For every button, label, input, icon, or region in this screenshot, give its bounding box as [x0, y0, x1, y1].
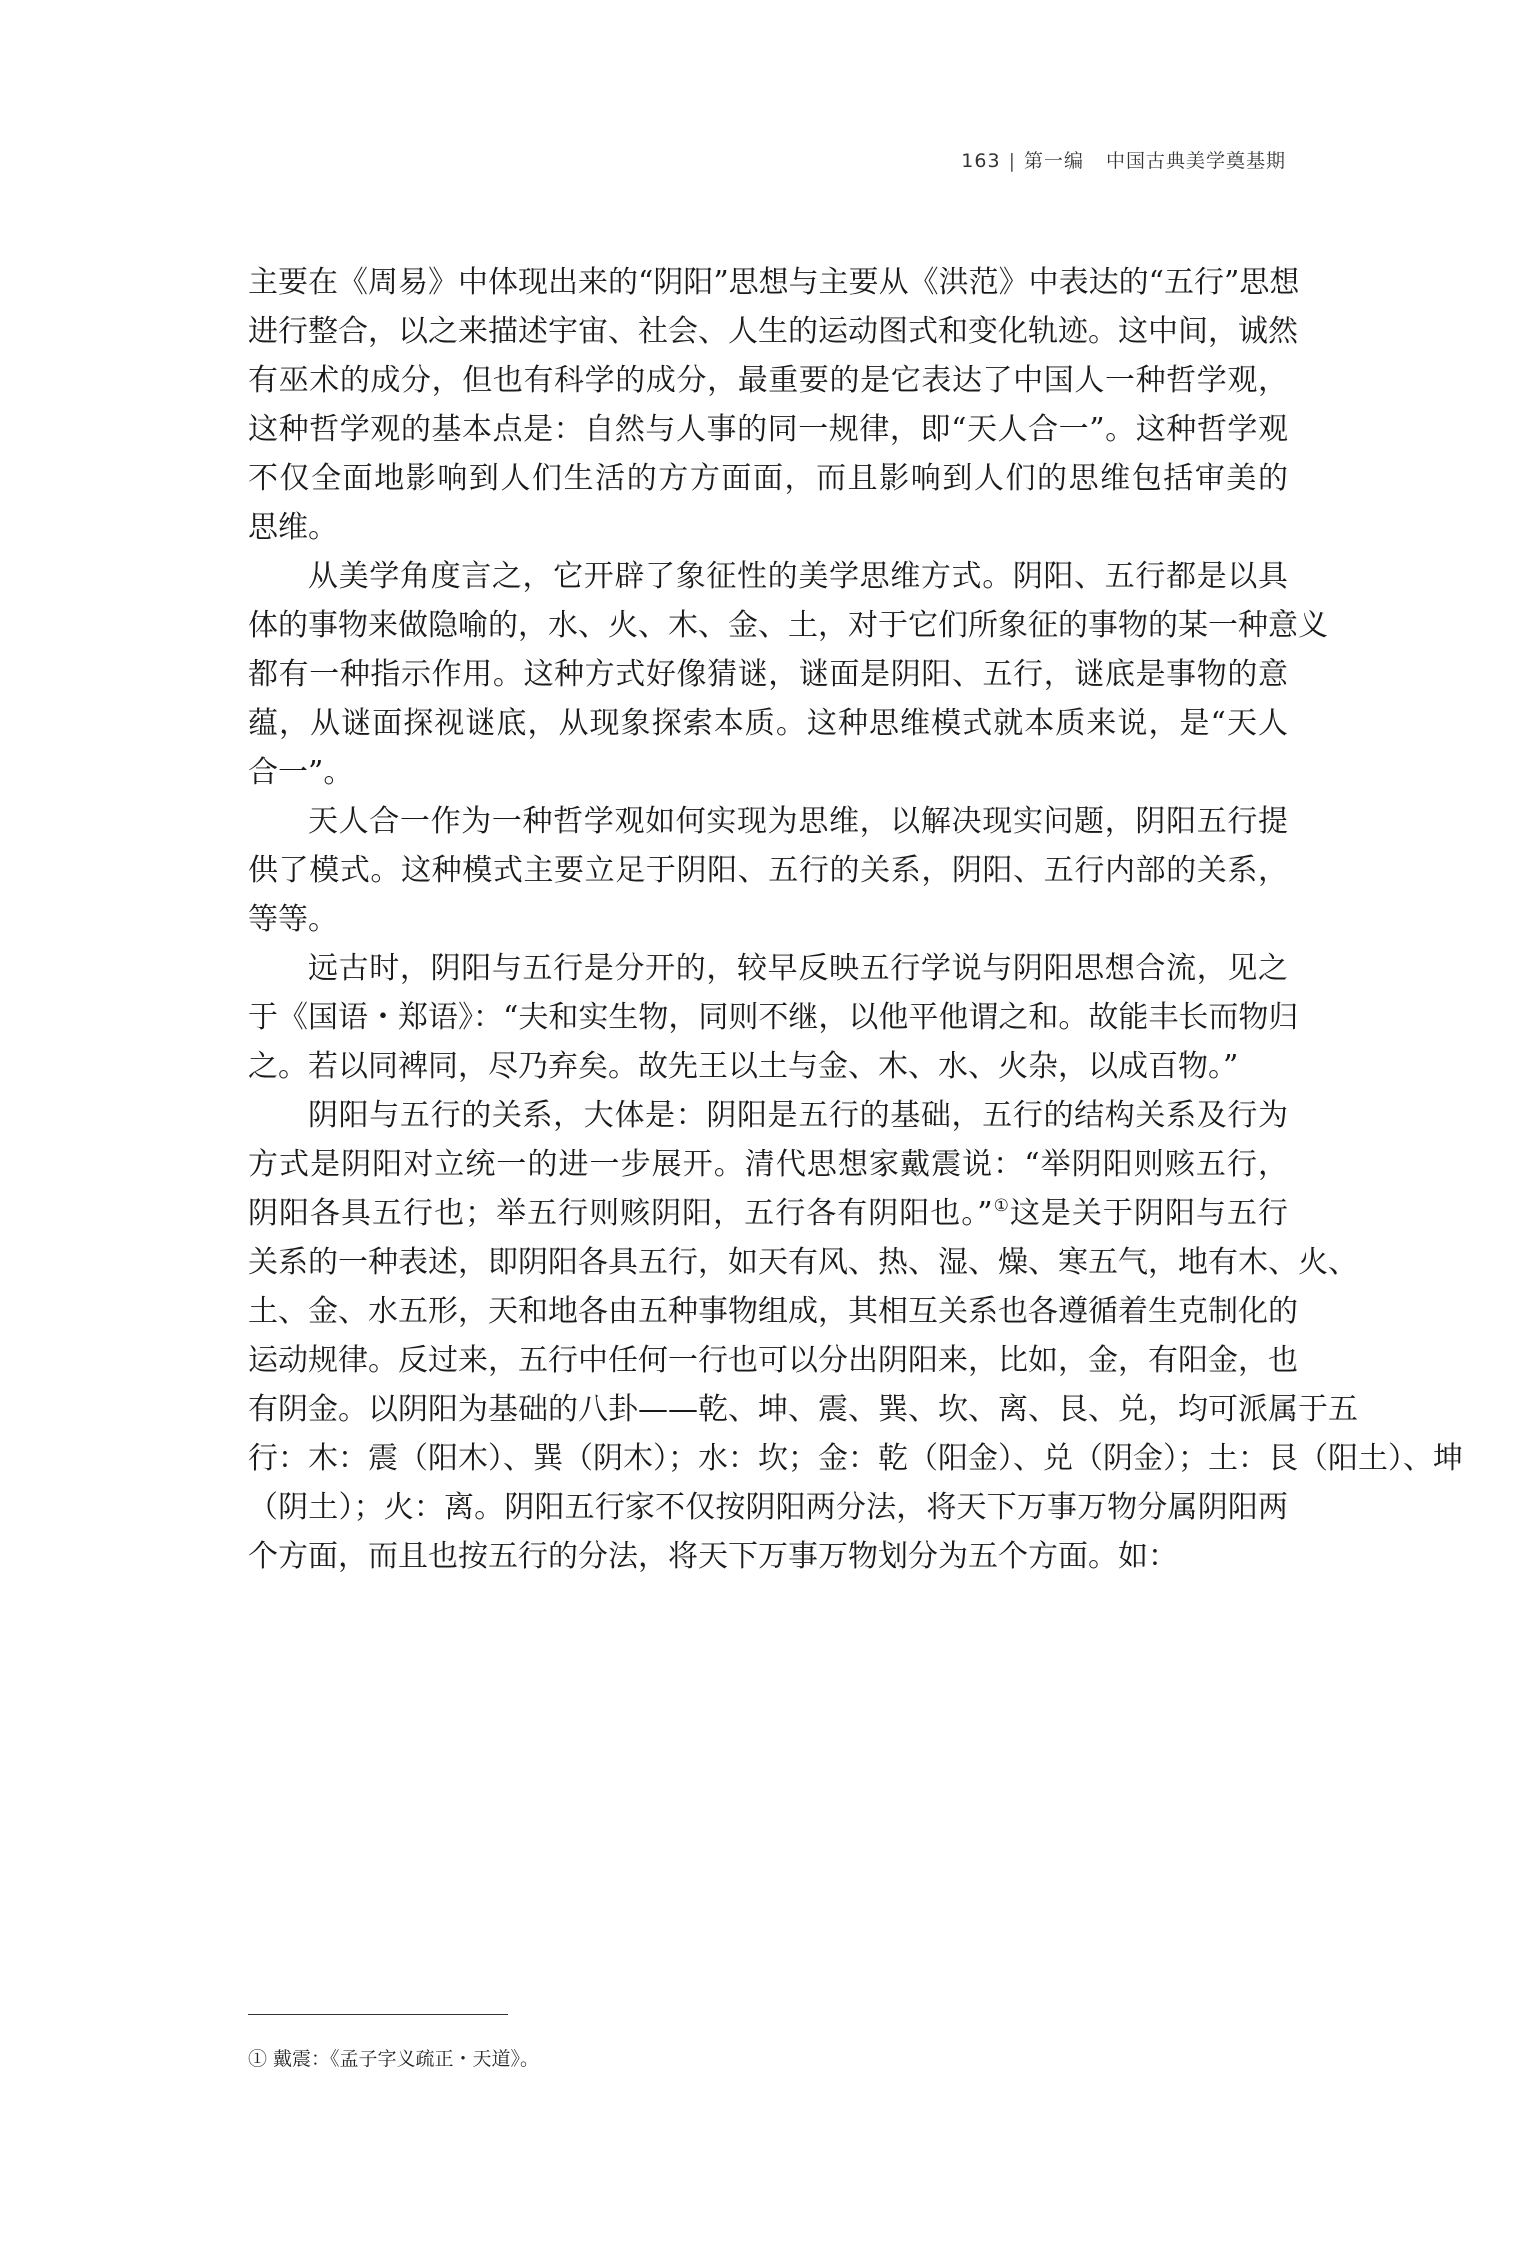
text-line: 进行整合，以之来描述宇宙、社会、人生的运动图式和变化轨迹。这中间，诚然 [248, 314, 1298, 349]
text-line: 思维。 [248, 510, 338, 545]
part-title: 中国古典美学奠基期 [1105, 150, 1286, 172]
text-line: 方式是阴阳对立统一的进一步展开。清代思想家戴震说：“举阴阳则赅五行， [248, 1147, 1288, 1182]
text-line: 合一”。 [248, 755, 354, 790]
text-line: 主要在《周易》中体现出来的“阴阳”思想与主要从《洪范》中表达的“五行”思想 [248, 265, 1300, 300]
text-line [248, 1189, 1288, 1238]
text-line: 行：木：震（阳木）、巽（阴木）；水：坎；金：乾（阳金）、兑（阴金）；土：艮（阳土）、坤 [248, 1441, 1463, 1476]
text-line: 关系的一种表述，即阴阳各具五行，如天有风、热、湿、燥、寒五气，地有木、火、 [248, 1245, 1358, 1280]
text-line: 天人合一作为一种哲学观如何实现为思维，以解决现实问题，阴阳五行提 [308, 804, 1288, 839]
body-text [248, 258, 1463, 1581]
text-line: 土、金、水五形，天和地各由五种事物组成，其相互关系也各遵循着生克制化的 [248, 1294, 1298, 1329]
part-label: 第一编 [1023, 150, 1084, 172]
text-segment: 阴阳各具五行也；举五行则赅阴阳，五行各有阴阳也。” [248, 1196, 993, 1231]
text-line: 阴阳与五行的关系，大体是：阴阳是五行的基础，五行的结构关系及行为 [308, 1098, 1288, 1133]
text-line: 有阴金。以阴阳为基础的八卦——乾、坤、震、巽、坎、离、艮、兑，均可派属于五 [248, 1392, 1358, 1427]
text-line: 蕴，从谜面探视谜底，从现象探索本质。这种思维模式就本质来说，是“天人 [248, 706, 1288, 741]
text-line: 之。若以同裨同，尽乃弃矣。故先王以土与金、木、水、火杂，以成百物。” [248, 1049, 1239, 1084]
text-line: 这种哲学观的基本点是：自然与人事的同一规律，即“天人合一”。这种哲学观 [248, 412, 1288, 447]
text-line: 从美学角度言之，它开辟了象征性的美学思维方式。阴阳、五行都是以具 [308, 559, 1288, 594]
text-line: 远古时，阴阳与五行是分开的，较早反映五行学说与阴阳思想合流，见之 [308, 951, 1288, 986]
text-segment: 这是关于阴阳与五行 [1009, 1196, 1288, 1231]
header-separator: | [1008, 150, 1016, 172]
text-line: 于《国语・郑语》：“夫和实生物，同则不继，以他平他谓之和。故能丰长而物归 [248, 1000, 1299, 1035]
text-line: 都有一种指示作用。这种方式好像猜谜，谜面是阴阳、五行，谜底是事物的意 [248, 657, 1288, 692]
footnote-reference[interactable]: ① [992, 1196, 1010, 1216]
text-line: 体的事物来做隐喻的，水、火、木、金、土，对于它们所象征的事物的某一种意义 [248, 608, 1328, 643]
running-header [961, 146, 1286, 173]
footnote-divider [248, 2014, 508, 2015]
text-line: 等等。 [248, 902, 338, 937]
text-line: 供了模式。这种模式主要立足于阴阳、五行的关系，阴阳、五行内部的关系， [248, 853, 1288, 888]
text-line: （阴土）；火：离。阴阳五行家不仅按阴阳两分法，将天下万事万物分属阴阳两 [248, 1490, 1288, 1525]
text-line: 运动规律。反过来，五行中任何一行也可以分出阴阳来，比如，金，有阳金，也 [248, 1343, 1298, 1378]
text-line: 个方面，而且也按五行的分法，将天下万事万物划分为五个方面。如： [248, 1539, 1178, 1574]
page-number: 163 [961, 150, 1001, 172]
footnote: ① 戴震：《孟子字义疏正・天道》。 [248, 2048, 540, 2070]
text-line: 有巫术的成分，但也有科学的成分，最重要的是它表达了中国人一种哲学观， [248, 363, 1288, 398]
text-line: 不仅全面地影响到人们生活的方方面面，而且影响到人们的思维包括审美的 [248, 461, 1288, 496]
